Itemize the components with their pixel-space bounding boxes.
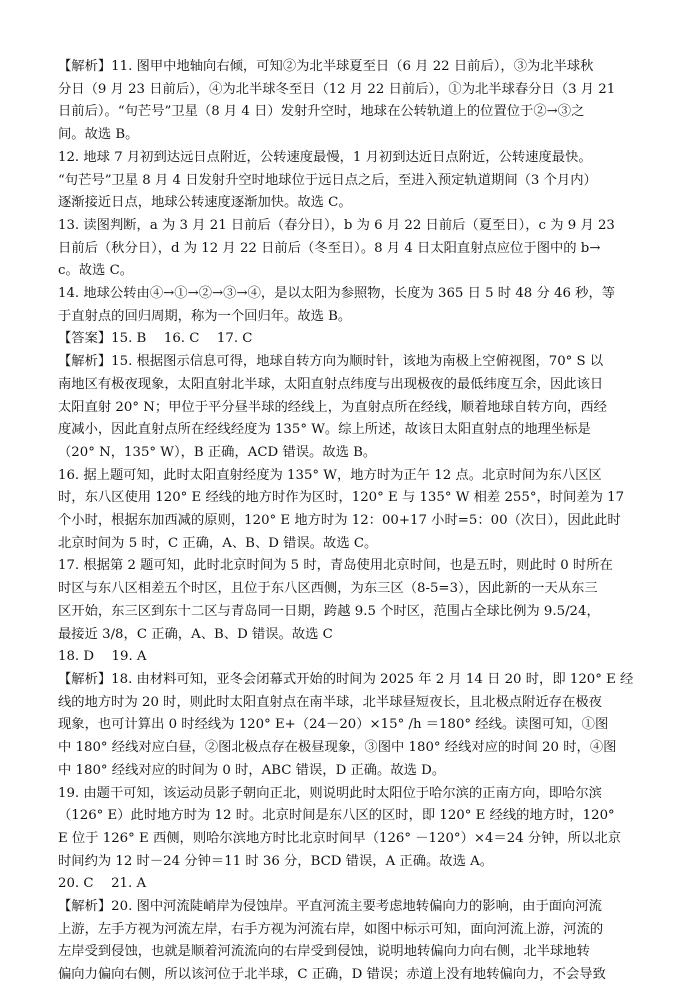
text-line: 区开始，东三区到东十二区与青岛同一日期，跨越 9.5 个时区，范围占全球比例为 9.5/24， bbox=[58, 603, 600, 619]
text-line: 南地区有极夜现象，太阳直射北半球，太阳直射点纬度与出现极夜的最低纬度互余，因此该日 bbox=[58, 376, 604, 392]
text-line: 时区与东八区相差五个时区，且位于东八区西侧，为东三区（8-5=3），因此新的一天从东三 bbox=[58, 581, 598, 597]
text-line: 太阳直射 20° N；甲位于平分昼半球的经线上，为直射点所在经线，顺着地球自转方向，西经 bbox=[58, 399, 607, 415]
text-line: （20° N，135° W），B 正确，ACD 错误。故选 B。 bbox=[58, 444, 377, 460]
text-line: 【解析】18. 由材料可知，亚冬会闭幕式开始的时间为 2025 年 2 月 14 日 20 时，即 120° E 经 bbox=[58, 671, 634, 687]
text-line: 时，东八区使用 120° E 经线的地方时作为区时，120° E 与 135° W 相差 255°，时间差为 17 bbox=[58, 490, 625, 506]
text-line: 13. 读图判断，a 为 3 月 21 日前后（春分日），b 为 6 月 22 日前后（夏至日），c 为 9 月 23 bbox=[58, 217, 615, 233]
text-line: 偏向力偏向右侧，所以该河位于北半球，C 正确，D 错误；赤道上没有地转偏向力，不会导致 bbox=[58, 967, 606, 983]
text-line: 【答案】15. B 16. C 17. C bbox=[58, 331, 253, 347]
text-line: 逐渐接近日点，地球公转速度逐渐加快。故选 C。 bbox=[58, 195, 352, 211]
text-line: 最接近 3/8，C 正确，A、B、D 错误。故选 C bbox=[58, 626, 333, 642]
text-line: 日前后）。“句芒号”卫星（8 月 4 日）发射升空时，地球在公转轨道上的位置位于②→③之 bbox=[58, 104, 585, 120]
text-line: 北京时间为 5 时，C 正确，A、B、D 错误。故选 C。 bbox=[58, 535, 378, 551]
text-line: 线的地方时为 20 时，则此时太阳直射点在南半球，北半球昼短夜长，且北极点附近存在极夜 bbox=[58, 694, 602, 710]
text-line: 16. 据上题可知，此时太阳直射经度为 135° W，地方时为正午 12 点。北京时间为东八区区 bbox=[58, 467, 602, 483]
text-line: 18. D 19. A bbox=[58, 649, 147, 665]
text-line: 间。故选 B。 bbox=[58, 127, 139, 143]
text-line: 【解析】15. 根据图示信息可得，地球自转方向为顺时针，该地为南极上空俯视图，70° S 以 bbox=[58, 354, 604, 370]
text-line: c。故选 C。 bbox=[58, 263, 134, 279]
text-line: （126° E）此时地方时为 12 时。北京时间是东八区的区时，即 120° E 经线的地方时，120° bbox=[58, 808, 615, 824]
text-line: 12. 地球 7 月初到达远日点附近，公转速度最慢，1 月初到达近日点附近，公转速度最快。 bbox=[58, 149, 592, 165]
text-line: “句芒号”卫星 8 月 4 日发射升空时地球位于远日点之后，至进入预定轨道期间（3 个月内） bbox=[58, 172, 597, 188]
text-line: 20. C 21. A bbox=[58, 876, 147, 892]
text-line: 于直射点的回归周期，称为一个回归年。故选 B。 bbox=[58, 308, 352, 324]
text-line: 19. 由题干可知，该运动员影子朝向正北，则说明此时太阳位于哈尔滨的正南方向，即哈尔滨 bbox=[58, 785, 602, 801]
text-line: 中 180° 经线对应的时间为 0 时，ABC 错误，D 正确。故选 D。 bbox=[58, 762, 446, 778]
text-line: 个小时，根据东加西减的原则，120° E 地方时为 12：00+17 小时=5：00（次日），因此此时 bbox=[58, 513, 621, 529]
text-line: 上游，左手方视为河流左岸，右手方视为河流右岸，如图中标示可知，面向河流上游，河流的 bbox=[58, 921, 604, 937]
text-line: 日前后（秋分日），d 为 12 月 22 日前后（冬至日）。8 月 4 日太阳直射点应位于图中的 b→ bbox=[58, 240, 601, 256]
text-line: 左岸受到侵蚀，也就是顺着河流流向的右岸受到侵蚀，说明地转偏向力向右侧，北半球地转 bbox=[58, 944, 590, 960]
text-line: 分日（9 月 23 日前后），④为北半球冬至日（12 月 22 日前后），①为北半球春分日（3 月 21 bbox=[58, 81, 616, 97]
text-line: 现象，也可计算出 0 时经线为 120° E+（24－20）×15° /h ＝180° 经线。读图可知，①图 bbox=[58, 717, 609, 733]
text-line: 14. 地球公转由④→①→②→③→④，是以太阳为参照物，长度为 365 日 5 时 48 分 46 秒，等 bbox=[58, 286, 616, 302]
text-line: 【解析】11. 图甲中地轴向右倾，可知②为北半球夏至日（6 月 22 日前后），③为北半球秋 bbox=[58, 59, 594, 74]
text-line: 中 180° 经线对应白昼，②图北极点存在极昼现象，③图中 180° 经线对应的时间 20 时，④图 bbox=[58, 740, 617, 756]
text-line: E 位于 126° E 西侧，则哈尔滨地方时比北京时间早（126° －120°）×4＝24 分钟，所以北京 bbox=[58, 830, 621, 846]
text-line: 度减小，因此直射点所在经线经度为 135° W。综上所述，故该日太阳直射点的地理坐标是 bbox=[58, 422, 591, 438]
text-line: 【解析】20. 图中河流陡峭岸为侵蚀岸。平直河流主要考虑地转偏向力的影响，由于面向河流 bbox=[58, 899, 602, 915]
text-line: 17. 根据第 2 题可知，此时北京时间为 5 时，青岛使用北京时间，也是五时，则此时 0 时所在 bbox=[58, 558, 613, 574]
text-line: 时间约为 12 时－24 分钟＝11 时 36 分，BCD 错误，A 正确。故选 A。 bbox=[58, 853, 494, 869]
